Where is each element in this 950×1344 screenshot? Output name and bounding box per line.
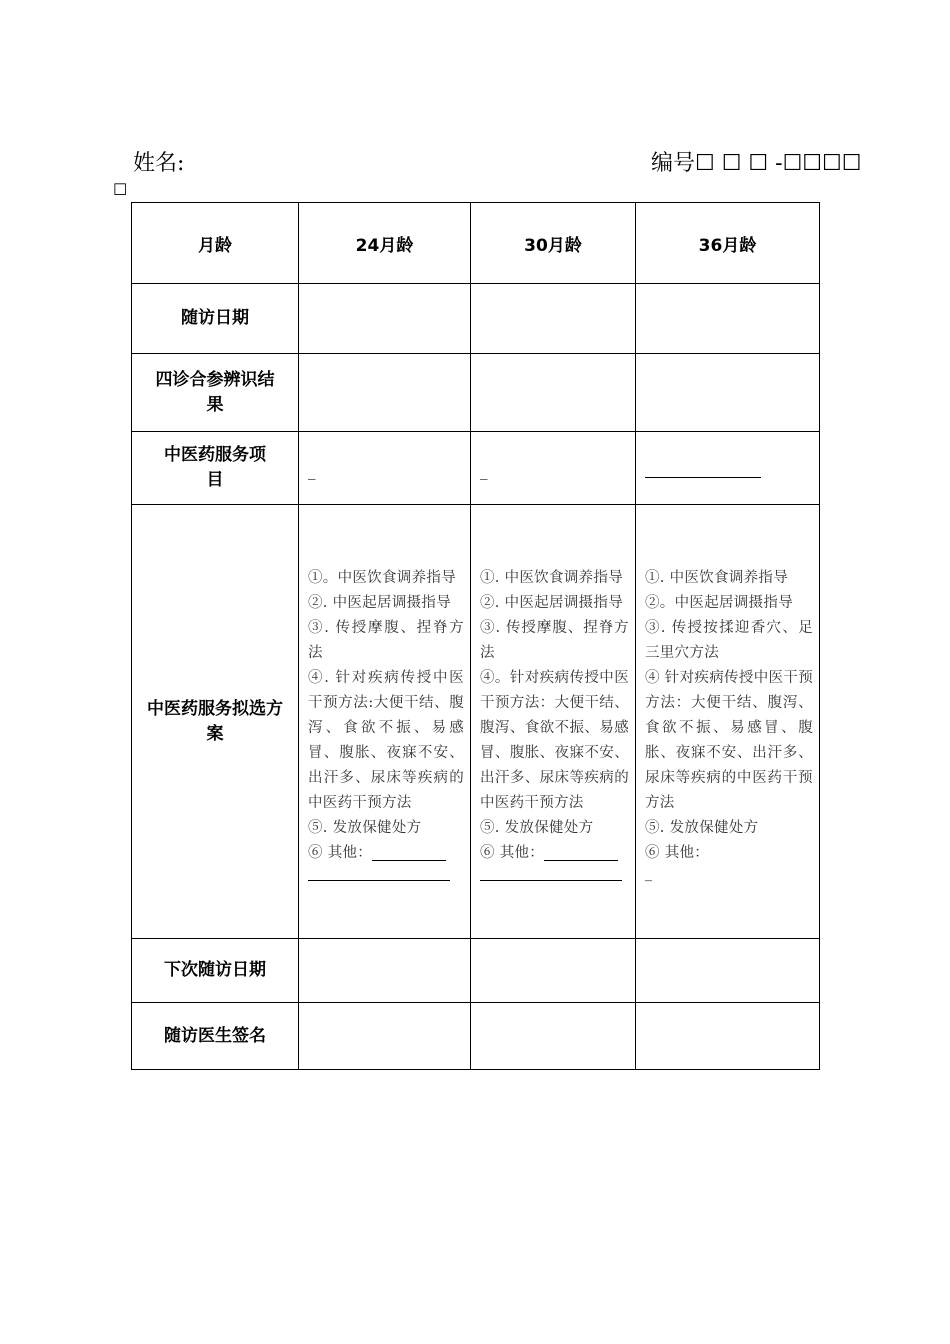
four-diagnosis-36m-field[interactable]: [636, 354, 820, 432]
plan-option-other[interactable]: ⑥ 其他：: [645, 844, 710, 861]
plan-option[interactable]: ⑤. 发放保健处方: [645, 819, 759, 836]
visit-date-label: 随访日期: [132, 284, 299, 354]
other-blank-line[interactable]: [372, 846, 446, 861]
next-visit-row: [132, 939, 820, 1003]
plan-option-other[interactable]: [480, 841, 629, 881]
col-header-age: 月龄: [132, 203, 299, 284]
plan-option-other-label: ⑥ 其他：: [308, 845, 373, 861]
visit-date-36m-field[interactable]: [636, 284, 820, 354]
plan-option[interactable]: ①. 中医饮食调养指导: [480, 570, 624, 586]
four-diagnosis-30m-field[interactable]: [471, 354, 636, 432]
doctor-sign-30m-field[interactable]: [471, 1003, 636, 1070]
blank-line: [645, 477, 761, 478]
plan-30m-options: [471, 505, 636, 939]
plan-36m-options: [636, 505, 820, 939]
four-diagnosis-row: [132, 354, 820, 432]
doctor-sign-36m-field[interactable]: [636, 1003, 820, 1070]
followup-form-table: [131, 202, 820, 1070]
plan-option[interactable]: ④ 针对疾病传授中医干预方法：大便干结、腹泻、食欲不振、易感冒、腹胀、夜寐不安、出汗多、尿床等疾病的中医药干预方法: [645, 669, 813, 811]
doctor-sign-24m-field[interactable]: [299, 1003, 471, 1070]
next-visit-36m-field[interactable]: [636, 939, 820, 1003]
plan-label: 中医药服务拟选方案: [132, 505, 299, 939]
service-items-row: [132, 432, 820, 505]
other-blank-line-2[interactable]: [308, 870, 450, 881]
other-blank-line-2[interactable]: [480, 870, 622, 881]
plan-option[interactable]: ①。中医饮食调养指导: [308, 570, 456, 586]
plan-option[interactable]: ⑤. 发放保健处方: [308, 820, 422, 836]
record-number-label: 编号☐ ☐ ☐ -☐☐☐☐: [651, 151, 862, 176]
next-visit-30m-field[interactable]: [471, 939, 636, 1003]
plan-option[interactable]: ④。针对疾病传授中医干预方法：大便干结、腹泻、食欲不振、易感冒、腹胀、夜寐不安、出汗多、尿床等疾病的中医药干预方法: [480, 670, 629, 811]
plan-option[interactable]: ②. 中医起居调摄指导: [480, 595, 624, 611]
four-diagnosis-label: 四诊合参辨识结果: [132, 354, 299, 432]
doctor-sign-label: 随访医生签名: [132, 1003, 299, 1070]
plan-option[interactable]: ②。中医起居调摄指导: [645, 594, 793, 611]
plan-24m-options: [299, 505, 471, 939]
visit-date-row: [132, 284, 820, 354]
plan-row: [132, 505, 820, 939]
plan-option[interactable]: ③. 传授摩腹、捏脊方法: [480, 620, 629, 661]
service-items-24m-field[interactable]: [299, 432, 471, 505]
record-number-extra-box: ☐: [113, 180, 128, 199]
col-header-24m: 24月龄: [299, 203, 471, 284]
service-items-30m-field[interactable]: [471, 432, 636, 505]
plan-option[interactable]: ④. 针对疾病传授中医干预方法:大便干结、腹泻、食欲不振、易感冒、腹胀、夜寐不安、出汗多、尿床等疾病的中医药干预方法: [308, 670, 464, 811]
col-header-36m: 36月龄: [636, 203, 820, 284]
next-visit-24m-field[interactable]: [299, 939, 471, 1003]
service-items-label: 中医药服务项目: [132, 432, 299, 505]
plan-option[interactable]: ⑤. 发放保健处方: [480, 820, 594, 836]
name-label: 姓名:: [133, 151, 185, 176]
visit-date-30m-field[interactable]: [471, 284, 636, 354]
visit-date-24m-field[interactable]: [299, 284, 471, 354]
plan-option[interactable]: ②. 中医起居调摄指导: [308, 595, 452, 611]
next-visit-label: 下次随访日期: [132, 939, 299, 1003]
blank-mark: _: [645, 865, 652, 882]
plan-option[interactable]: ①. 中医饮食调养指导: [645, 569, 789, 586]
plan-option-other-label: ⑥ 其他：: [480, 845, 545, 861]
plan-option[interactable]: ③. 传授按揉迎香穴、足三里穴方法: [645, 619, 813, 661]
four-diagnosis-24m-field[interactable]: [299, 354, 471, 432]
header-row: [132, 203, 820, 284]
plan-option-other[interactable]: [308, 841, 464, 881]
service-items-36m-field[interactable]: [636, 432, 820, 505]
blank-mark: _: [480, 462, 488, 480]
blank-mark: _: [308, 462, 316, 480]
col-header-30m: 30月龄: [471, 203, 636, 284]
other-blank-line[interactable]: [544, 846, 618, 861]
plan-option[interactable]: ③. 传授摩腹、捏脊方法: [308, 620, 464, 661]
doctor-sign-row: [132, 1003, 820, 1070]
